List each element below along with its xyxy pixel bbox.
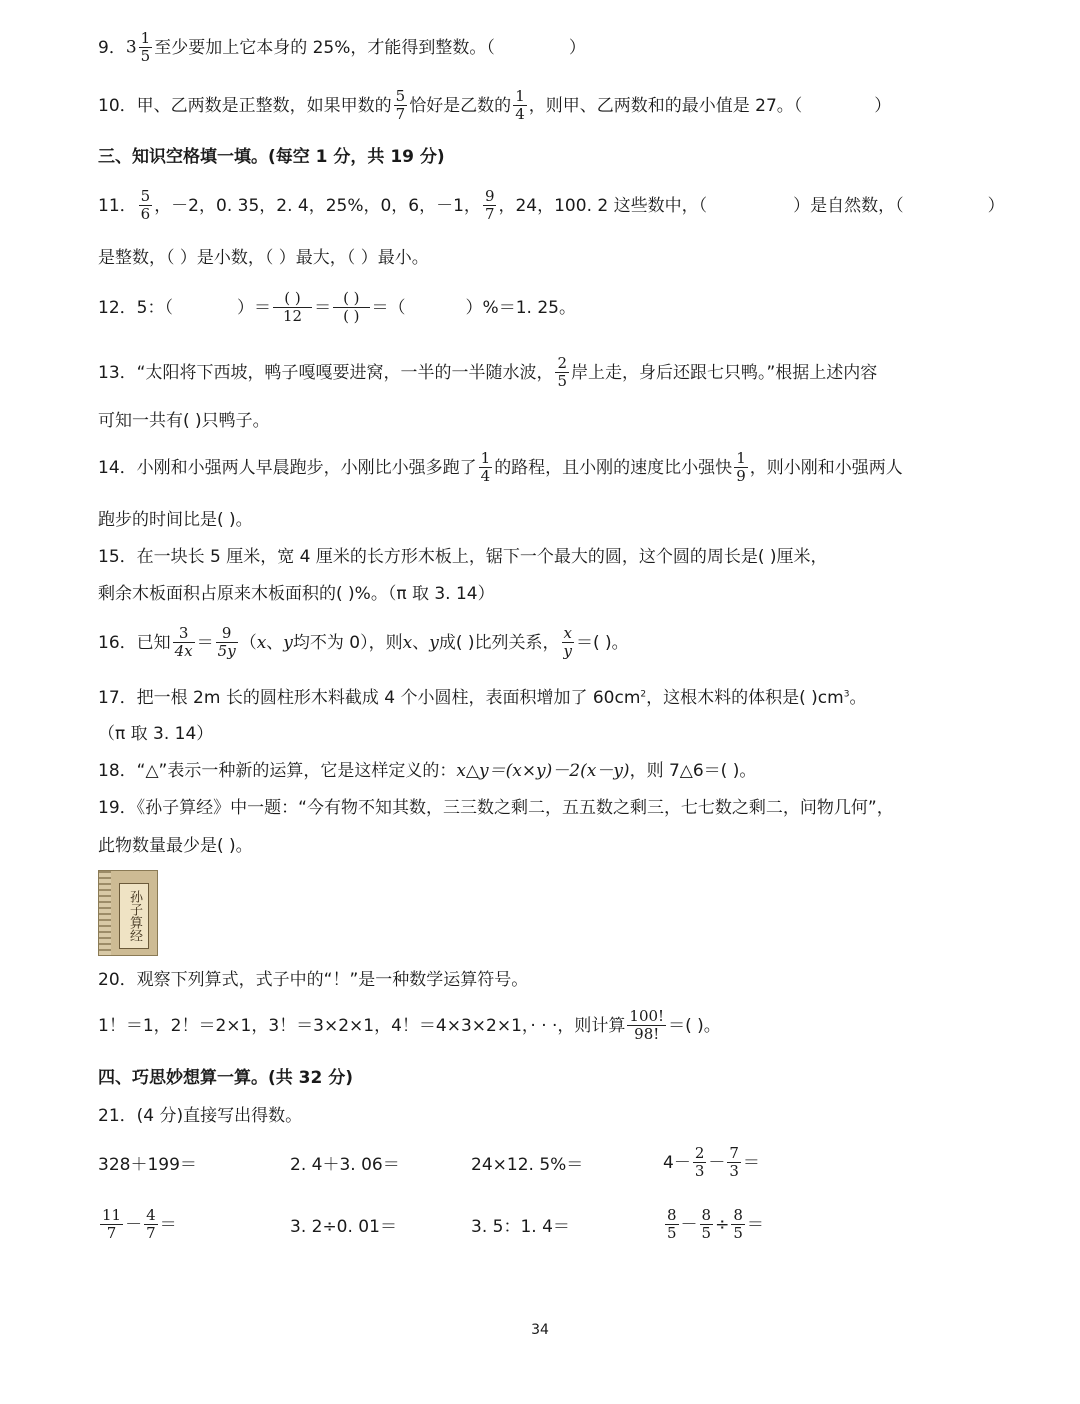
question-15-line2: 剩余木板面积占原来木板面积的( )%。（π 取 3. 14） [98, 584, 495, 604]
fraction: $\frac{11}{7}$ [102, 1206, 122, 1243]
book-spine [99, 871, 111, 955]
question-15: 15．在一块长 5 厘米，宽 4 厘米的长方形木板上，锯下一个最大的圆，这个圆的周长是( )厘米， [98, 547, 828, 567]
question-16: 16．已知 $\frac{3}{4x}$ ＝ $\frac{9}{5y}$ （x、y均不为 0），则x、y成( )比列关系， $\frac{x}{y}$ ＝( )。 [98, 624, 629, 661]
question-12: 12．5：（ ）＝ $\frac{( )}{12}$ ＝ $\frac{( )}{( )}$ ＝（ ）%＝1. 25。 [98, 289, 576, 326]
page-number: 34 [531, 1322, 549, 1338]
calc-c: 24×12. 5%＝ [471, 1155, 584, 1175]
calc-b: 2. 4＋3. 06＝ [290, 1155, 400, 1175]
calc-a: 328＋199＝ [98, 1155, 197, 1175]
question-10: 10．甲、乙两数是正整数，如果甲数的 $\frac{5}{7}$ 恰好是乙数的 $\frac{1}{4}$ ，则甲、乙两数和的最小值是 27。（ ） [98, 87, 892, 124]
fraction: $\frac{x}{y}$ [563, 624, 572, 661]
calc-e: $\frac{11}{7}$ － $\frac{4}{7}$ ＝ [102, 1206, 177, 1243]
book-image [98, 870, 158, 956]
question-19-line2: 此物数量最少是( )。 [98, 836, 253, 856]
fraction: $\frac{1}{4}$ [515, 87, 525, 124]
fraction-blank: $\frac{( )}{( )}$ [333, 290, 369, 326]
section-3-title: 三、知识空格填一填。(每空 1 分，共 19 分) [98, 147, 445, 167]
fraction: $\frac{2}{5}$ [557, 354, 567, 391]
fraction: $\frac{4}{7}$ [146, 1206, 156, 1243]
question-14-line2: 跑步的时间比是( )。 [98, 510, 253, 530]
question-number: 9． [98, 37, 126, 58]
section-4-title: 四、巧思妙想算一算。(共 32 分) [98, 1068, 354, 1088]
fraction: $\frac{9}{7}$ [484, 187, 495, 224]
question-20-line2: 1！＝1，2！＝2×1，3！＝3×2×1，4！＝4×3×2×1，· · ·，则计算 $\frac{100!}{98!}$ ＝( )。 [98, 1007, 721, 1044]
calc-h: $\frac{8}{5}$ － $\frac{8}{5}$ ÷ $\frac{8}{5}$ ＝ [667, 1206, 764, 1243]
question-18: 18．“△”表示一种新的运算，它是这样定义的：x△y＝(x×y)－2(x－y)，则 7△6＝( )。 [98, 761, 757, 781]
question-17: 17．把一根 2m 长的圆柱形木料截成 4 个小圆柱，表面积增加了 $60cm^2$，这根木料的体积是( )$cm^3$。 [98, 688, 867, 708]
mixed-whole: 3 [125, 37, 137, 58]
question-11: 11． $\frac{5}{6}$ ，－2，0. 35，2. 4，25%，0，6，－1， $\frac{9}{7}$ ，24，100. 2 这些数中，（ ）是自然数，（ ） [98, 187, 1005, 224]
question-19: 19．《孙子算经》中一题：“今有物不知其数，三三数之剩二，五五数之剩三，七七数之剩二，问物几何”， [98, 798, 894, 818]
fraction: $\frac{3}{4x}$ [174, 624, 193, 661]
fraction-blank: $\frac{( )}{12}$ [273, 290, 312, 326]
fraction: $\frac{8}{5}$ [733, 1206, 743, 1243]
question-11-line2: 是整数，（ ）是小数，（ ）最大，（ ）最小。 [98, 248, 429, 268]
calc-d: 4－ $\frac{2}{3}$ － $\frac{7}{3}$ ＝ [663, 1144, 760, 1181]
question-21-title: 21．(4 分)直接写出得数。 [98, 1106, 303, 1126]
calc-g: 3. 5：1. 4＝ [471, 1217, 570, 1237]
question-13-line2: 可知一共有( )只鸭子。 [98, 411, 270, 431]
question-17-line2: （π 取 3. 14） [98, 724, 214, 744]
fraction: $\frac{2}{3}$ [694, 1144, 705, 1181]
question-20: 20．观察下列算式，式子中的“！”是一种数学运算符号。 [98, 970, 529, 990]
fraction: $\frac{8}{5}$ [667, 1206, 677, 1243]
question-9: 9．3 $\frac{1}{5}$ 至少要加上它本身的 25%，才能得到整数。（ ） [98, 29, 586, 66]
question-13: 13．“太阳将下西坡，鸭子嘎嘎要进窝，一半的一半随水波， $\frac{2}{5}$ 岸上走，身后还跟七只鸭。”根据上述内容 [98, 354, 878, 391]
fraction: $\frac{1}{9}$ [736, 449, 746, 486]
fraction: $\frac{5}{7}$ [395, 87, 406, 124]
fraction: $\frac{1}{5}$ [140, 29, 151, 66]
fraction: $\frac{7}{3}$ [729, 1144, 739, 1181]
book-title-label: 孙子算经 [119, 883, 149, 949]
fraction: $\frac{5}{6}$ [140, 187, 151, 224]
calc-f: 3. 2÷0. 01＝ [290, 1217, 397, 1237]
fraction: $\frac{8}{5}$ [701, 1206, 712, 1243]
fraction: $\frac{100!}{98!}$ [629, 1007, 665, 1044]
question-14: 14．小刚和小强两人早晨跑步，小刚比小强多跑了 $\frac{1}{4}$ 的路程，且小刚的速度比小强快 $\frac{1}{9}$ ，则小刚和小强两人 [98, 449, 903, 486]
fraction: $\frac{9}{5y}$ [217, 624, 236, 661]
fraction: $\frac{1}{4}$ [480, 449, 491, 486]
